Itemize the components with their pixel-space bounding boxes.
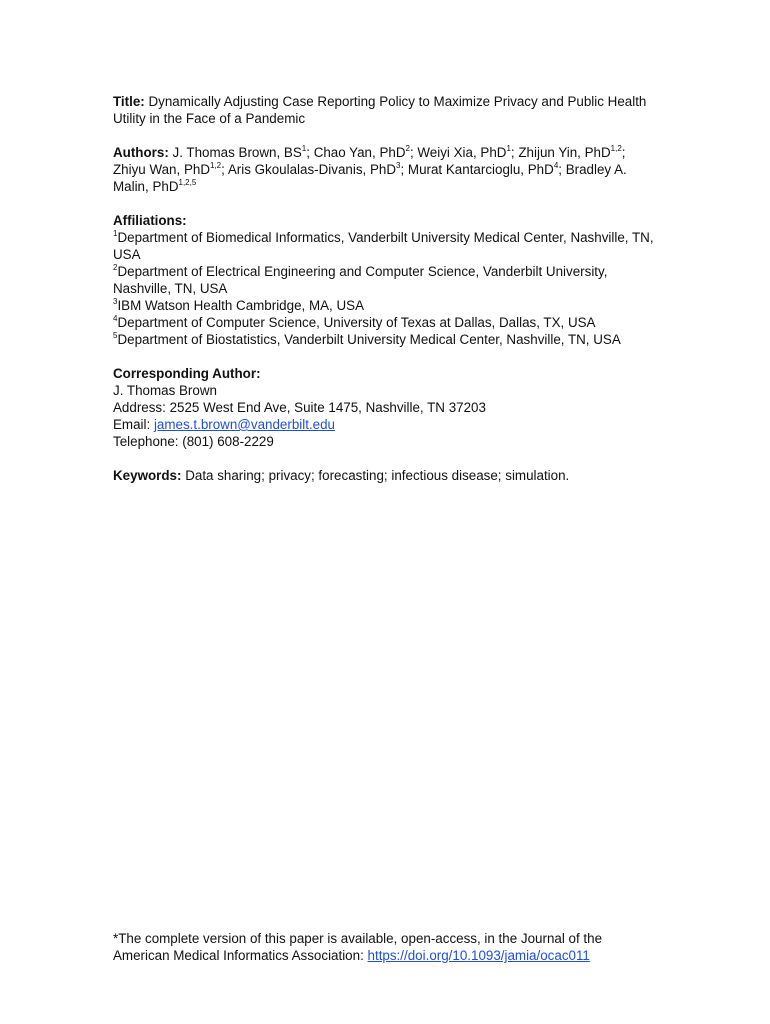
corresponding-author-email-line (113, 416, 658, 433)
author-name: Aris Gkoulalas-Divanis, PhD (227, 162, 397, 177)
author-affiliation-number: 1,2 (610, 143, 622, 153)
author-list (113, 145, 627, 194)
affiliation-text: IBM Watson Health Cambridge, MA, USA (117, 298, 365, 313)
affiliation-item (113, 297, 658, 314)
author-name: Chao Yan, PhD (313, 145, 406, 160)
corresponding-author-block (113, 365, 658, 450)
author-separator: ; (409, 145, 418, 160)
keywords-text: Data sharing; privacy; forecasting; infectious disease; simulation. (185, 468, 570, 483)
affiliation-number: 4 (113, 313, 118, 323)
title-page (113, 93, 658, 484)
doi-link[interactable]: https://doi.org/10.1093/jamia/ocac011 (367, 948, 590, 963)
title-text: Dynamically Adjusting Case Reporting Policy to Maximize Privacy and Public Health Utility in the Face of a Pandemic (113, 94, 647, 126)
author-affiliation-number: 1,2,5 (178, 177, 197, 187)
author-affiliation-number: 4 (553, 160, 559, 170)
footnote-text: *The complete version of this paper is available, open-access, in the Journal of the American Medical Informatics Association: (113, 931, 603, 963)
author-affiliation-number: 1 (301, 143, 307, 153)
affiliation-text: Department of Biostatistics, Vanderbilt University Medical Center, Nashville, TN, USA (117, 332, 621, 347)
authors-block (113, 144, 658, 195)
author-name: Weiyi Xia, PhD (417, 145, 507, 160)
author-name: Zhiyu Wan, PhD (113, 162, 210, 177)
affiliation-item (113, 263, 658, 297)
authors-label: Authors: (113, 145, 169, 160)
author-separator: ; (621, 145, 626, 160)
affiliation-item (113, 314, 658, 331)
affiliation-number: 5 (113, 330, 118, 340)
affiliation-text: Department of Electrical Engineering and Computer Science, Vanderbilt University, Nashville, TN, USA (113, 264, 608, 296)
author-name: J. Thomas Brown, BS (172, 145, 302, 160)
email-label: Email: (113, 417, 154, 432)
corresponding-author-name: J. Thomas Brown (113, 383, 217, 398)
title-label: Title: (113, 94, 145, 109)
corresponding-author-telephone: Telephone: (801) 608-2229 (113, 434, 274, 449)
footnote (113, 930, 658, 964)
affiliation-text: Department of Biomedical Informatics, Vanderbilt University Medical Center, Nashville, TN, USA (113, 230, 654, 262)
author-separator: ; (306, 145, 314, 160)
author-name: Zhijun Yin, PhD (518, 145, 611, 160)
author-separator: ; (558, 162, 566, 177)
author-name: Murat Kantarcioglu, PhD (407, 162, 554, 177)
affiliation-number: 3 (113, 296, 118, 306)
author-separator: ; (221, 162, 228, 177)
affiliations-block (113, 212, 658, 348)
author-affiliation-number: 3 (396, 160, 401, 170)
author-separator: ; (400, 162, 408, 177)
title-block (113, 93, 658, 127)
affiliation-item (113, 331, 658, 348)
author-separator: ; (510, 145, 519, 160)
keywords-block (113, 467, 658, 484)
affiliation-number: 1 (113, 228, 118, 238)
affiliations-label: Affiliations: (113, 213, 187, 228)
author-affiliation-number: 1 (506, 143, 511, 153)
author-affiliation-number: 1,2 (210, 160, 222, 170)
author-affiliation-number: 2 (405, 143, 410, 153)
corresponding-author-label: Corresponding Author: (113, 366, 261, 381)
affiliation-item (113, 229, 658, 263)
keywords-label: Keywords: (113, 468, 182, 483)
corresponding-author-address: Address: 2525 West End Ave, Suite 1475, Nashville, TN 37203 (113, 400, 486, 415)
affiliation-number: 2 (113, 262, 118, 272)
affiliation-text: Department of Computer Science, University of Texas at Dallas, Dallas, TX, USA (117, 315, 596, 330)
author-name: Bradley A. Malin, PhD (113, 162, 627, 194)
email-link[interactable]: james.t.brown@vanderbilt.edu (153, 417, 336, 432)
